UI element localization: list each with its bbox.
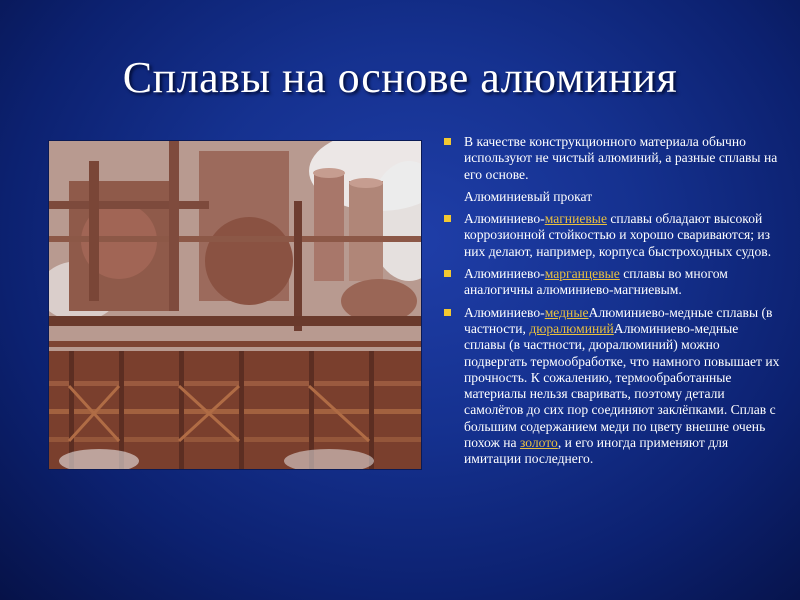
bullet-item-intro [444, 134, 782, 183]
slide-title: Сплавы на основе алюминия [122, 53, 678, 102]
link-duralumin[interactable]: дюралюминий [529, 320, 614, 336]
bullet-square-icon [444, 309, 451, 316]
bullet-list [444, 134, 782, 474]
bullet-text-rest: сплавы обладают высокой коррозионной стойкостью и хорошо свариваются; из них делают, например, корпуса быстроходных судов. [464, 211, 772, 259]
bullet-item-manganese [444, 266, 782, 299]
bullet-square-icon [444, 215, 451, 222]
link-manganese[interactable]: марганцевые [544, 266, 620, 282]
bullet-text-rest: сплавы во многом аналогичны алюминиево-магниевым. [464, 266, 728, 298]
link-magnesium[interactable]: магниевые [544, 211, 607, 227]
industrial-plant-photo [48, 140, 422, 470]
bullet-text-prefix: Алюминиево- [464, 266, 545, 282]
bullet-text-prefix: Алюминиево- [464, 304, 545, 320]
plant-illustration [49, 141, 421, 469]
bullet-item-rolled [444, 189, 782, 205]
bullet-text: В качестве конструкционного материала обычно используют не чистый алюминий, а разные сплавы на его основе. [464, 134, 778, 182]
bullet-square-icon [444, 270, 451, 277]
bullet-square-icon [444, 138, 451, 145]
link-copper[interactable]: медные [544, 304, 589, 320]
bullet-text-mid: Алюминиево-медные сплавы (в частности, [464, 304, 773, 336]
bullet-text: Алюминиевый прокат [464, 188, 593, 204]
bullet-text-mid2: Алюминиево-медные сплавы (в частности, дюралюминий) можно подвергать термообработке, что намного повышает их прочность. К сожалению, термообработанные материалы нельзя сваривать, поэтому детали самолётов до сих пор соединяют заклёпками. Сплав с большим содержанием меди по цвету внешне очень похож на [464, 320, 780, 451]
bullet-text-rest: , и его иногда применяют для имитации последнего. [464, 435, 729, 467]
bullet-item-copper [444, 305, 782, 468]
bullet-item-magnesium [444, 211, 782, 260]
bullet-text-prefix: Алюминиево- [464, 211, 545, 227]
link-gold[interactable]: золото [519, 435, 558, 451]
